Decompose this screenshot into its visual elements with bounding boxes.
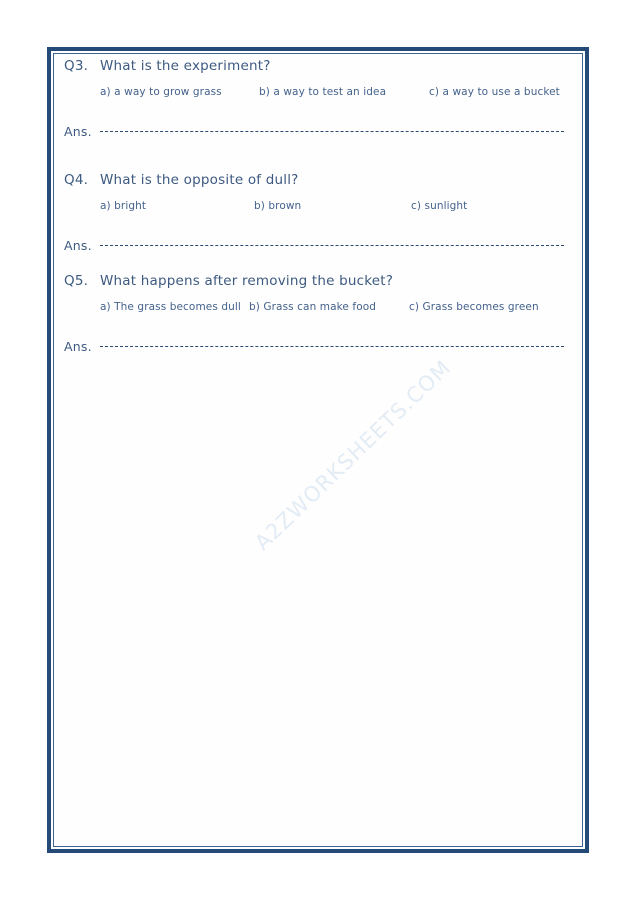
answer-label-q4: Ans. <box>64 238 92 253</box>
question-block-q5 <box>64 273 572 354</box>
question-heading-q4 <box>64 172 572 188</box>
answer-row-q5 <box>64 339 572 354</box>
answer-line-q5[interactable] <box>100 346 564 347</box>
answer-row-q4 <box>64 238 572 253</box>
option-q5-a[interactable]: a) The grass becomes dull <box>100 301 241 313</box>
option-q4-c[interactable]: c) sunlight <box>411 200 468 212</box>
worksheet-page-frame <box>47 47 589 853</box>
question-text-q4: What is the opposite of dull? <box>100 172 299 188</box>
question-heading-q3 <box>64 58 572 74</box>
question-heading-q5 <box>64 273 572 289</box>
question-text-q3: What is the experiment? <box>100 58 271 74</box>
option-q5-c[interactable]: c) Grass becomes green <box>409 301 539 313</box>
option-q3-b[interactable]: b) a way to test an idea <box>259 86 387 98</box>
answer-line-q4[interactable] <box>100 245 564 246</box>
question-number-q4: Q4. <box>64 172 89 188</box>
answer-row-q3 <box>64 124 572 139</box>
question-text-q5: What happens after removing the bucket? <box>100 273 394 289</box>
options-row-q3 <box>100 86 572 98</box>
option-q4-b[interactable]: b) brown <box>254 200 302 212</box>
options-row-q4 <box>100 200 572 212</box>
option-q5-b[interactable]: b) Grass can make food <box>249 301 377 313</box>
answer-line-q3[interactable] <box>100 131 564 132</box>
option-q3-c[interactable]: c) a way to use a bucket <box>429 86 560 98</box>
option-q3-a[interactable]: a) a way to grow grass <box>100 86 222 98</box>
options-row-q5 <box>100 301 572 313</box>
question-number-q3: Q3. <box>64 58 89 74</box>
worksheet-content <box>54 54 582 846</box>
answer-label-q3: Ans. <box>64 124 92 139</box>
answer-label-q5: Ans. <box>64 339 92 354</box>
question-block-q4 <box>64 172 572 253</box>
option-q4-a[interactable]: a) bright <box>100 200 147 212</box>
site-watermark: A2ZWORKSHEETS.COM <box>250 355 456 555</box>
question-number-q5: Q5. <box>64 273 89 289</box>
worksheet-inner-border <box>53 53 583 847</box>
question-block-q3 <box>64 58 572 139</box>
